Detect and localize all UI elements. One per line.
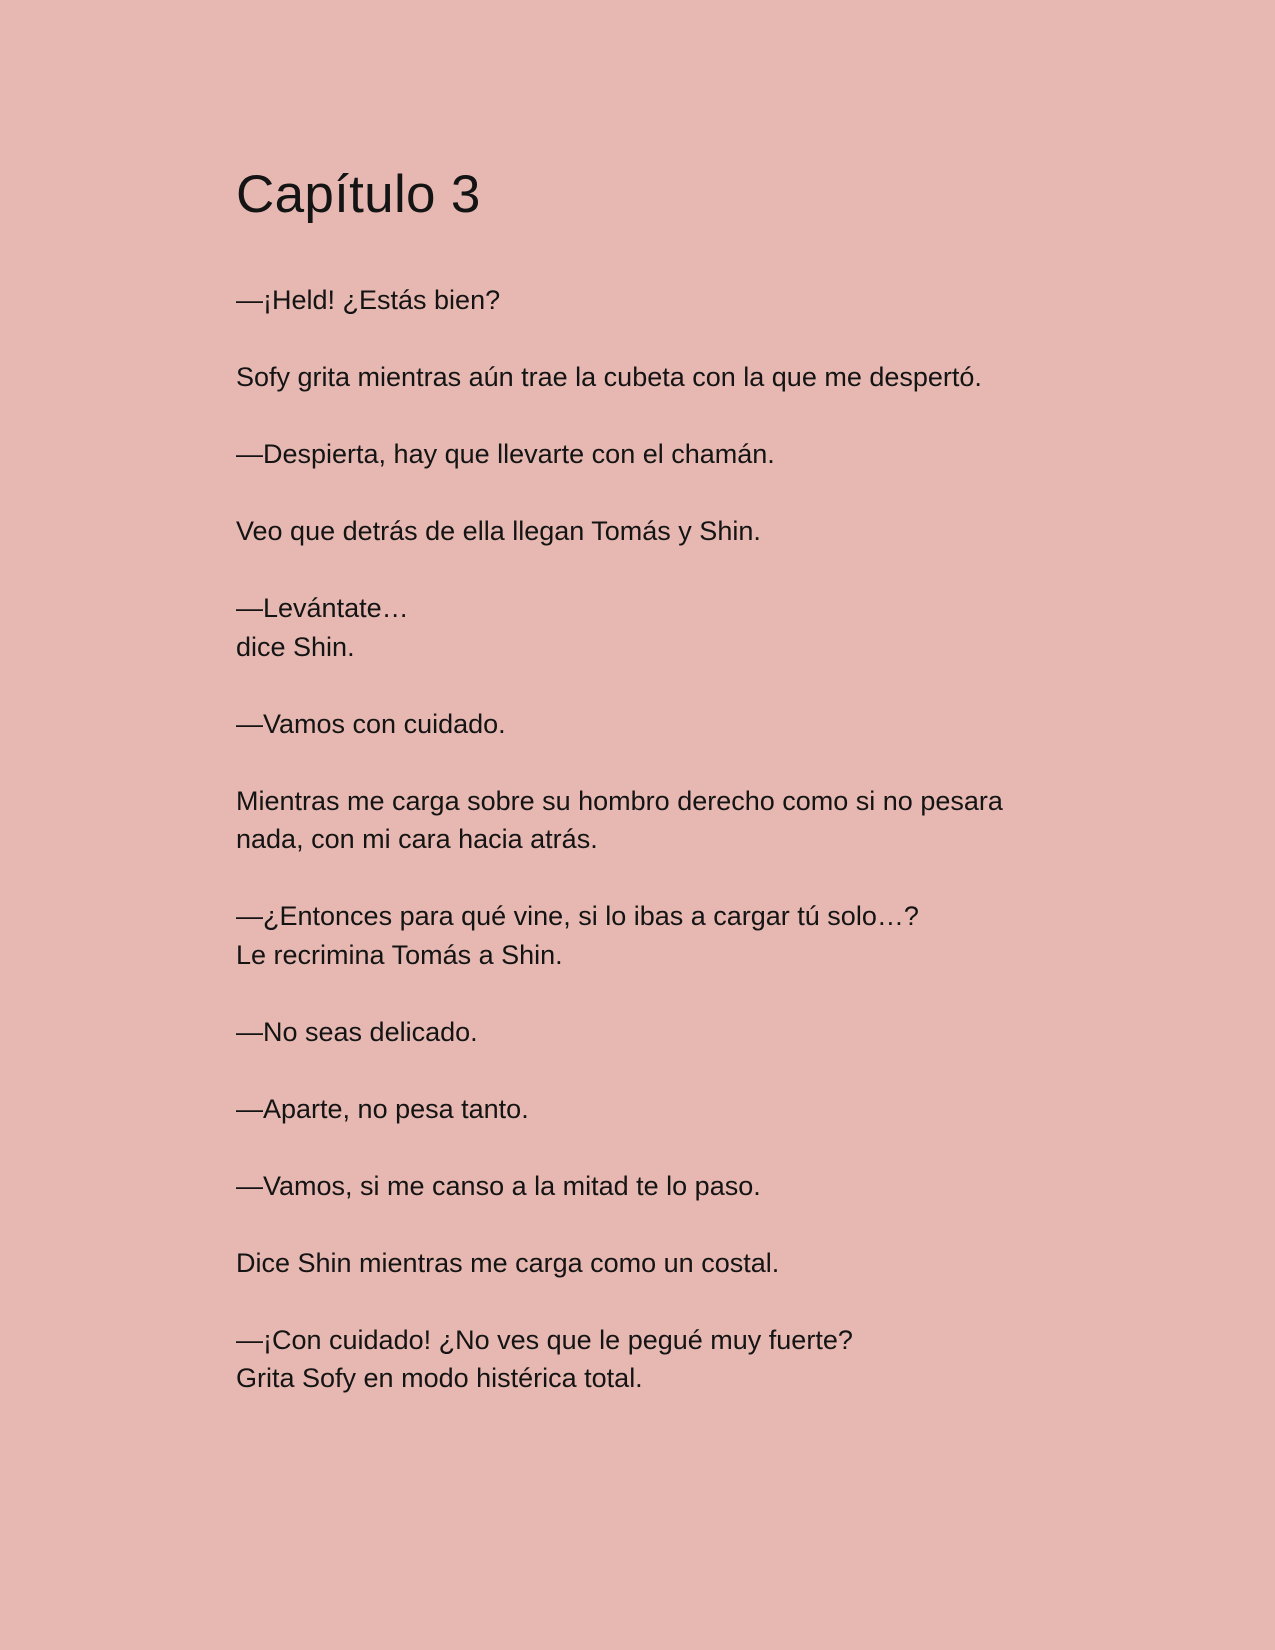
paragraph: —¡Con cuidado! ¿No ves que le pegué muy fuerte? Grita Sofy en modo histérica total. <box>236 1324 853 1393</box>
paragraph: —¿Entonces para qué vine, si lo ibas a cargar tú solo…? Le recrimina Tomás a Shin. <box>236 901 919 970</box>
paragraph: —Despierta, hay que llevarte con el chamán. <box>236 439 775 469</box>
paragraph: —¡Held! ¿Estás bien? <box>236 285 501 315</box>
paragraph: Sofy grita mientras aún trae la cubeta con la que me despertó. <box>236 362 982 392</box>
paragraph: —Vamos con cuidado. <box>236 708 506 739</box>
chapter-body <box>236 281 1096 1398</box>
paragraph: —No seas delicado. <box>236 1016 478 1047</box>
paragraph: —Levántate… dice Shin. <box>236 593 409 662</box>
paragraph: Mientras me carga sobre su hombro derecho como si no pesara nada, con mi cara hacia atrás. <box>236 785 1003 854</box>
paragraph: —Aparte, no pesa tanto. <box>236 1093 529 1124</box>
paragraph: —Vamos, si me canso a la mitad te lo paso. <box>236 1170 761 1201</box>
document-page <box>236 160 1096 1436</box>
chapter-title: Capítulo 3 <box>236 165 481 224</box>
paragraph: Dice Shin mientras me carga como un costal. <box>236 1247 780 1278</box>
paragraph: Veo que detrás de ella llegan Tomás y Shin. <box>236 516 761 546</box>
